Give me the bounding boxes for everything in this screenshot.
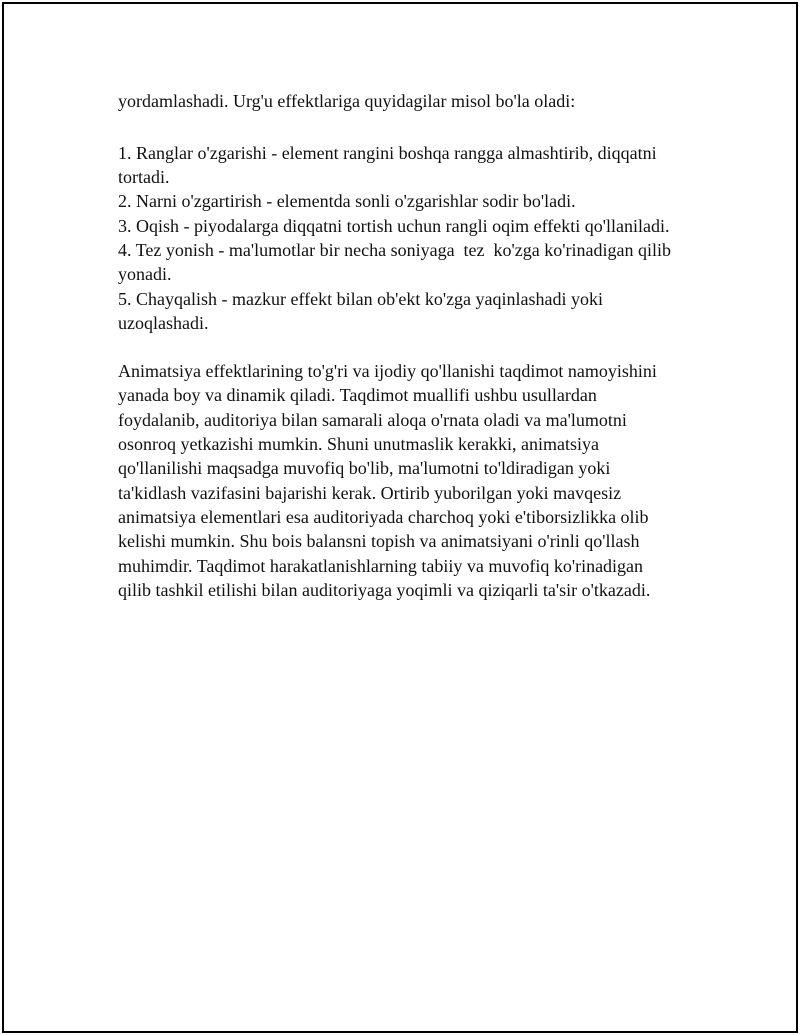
- intro-line: yordamlashadi. Urg'u effektlariga quyidagilar misol bo'la oladi:: [118, 91, 576, 111]
- paragraph-gap: [118, 335, 778, 359]
- paragraph-line: kelishi mumkin. Shu bois balansni topish va animatsiyani o'rinli qo'llash: [118, 531, 640, 552]
- list-item: [118, 189, 778, 213]
- list-item-line: 5. Chayqalish - mazkur effekt bilan ob'ekt ko'zga yaqinlashadi yoki: [118, 288, 604, 309]
- list-item-line: 2. Narni o'zgartirish - elementda sonli o'zgarishlar sodir bo'ladi.: [118, 191, 576, 212]
- list-item: [118, 238, 778, 287]
- list-item-line: tortadi.: [118, 167, 170, 188]
- list-item-line: uzoqlashadi.: [118, 312, 209, 333]
- paragraph-line: qo'llanilishi maqsadga muvofiq bo'lib, ma'lumotni to'ldiradigan yoki: [118, 458, 611, 479]
- list-item-line: yonadi.: [118, 264, 172, 285]
- paragraph-line: ta'kidlash vazifasini bajarishi kerak. Ortirib yuborilgan yoki mavqesiz: [118, 482, 622, 503]
- list-item: [118, 141, 778, 190]
- paragraph-gap: [118, 113, 778, 141]
- paragraph-line: osonroq yetkazishi mumkin. Shuni unutmaslik kerakki, animatsiya: [118, 434, 599, 455]
- list-item-line: 3. Oqish - piyodalarga diqqatni tortish uchun rangli oqim effekti qo'llaniladi.: [118, 215, 670, 236]
- list-item-line: 4. Tez yonish - ma'lumotlar bir necha soniyaga tez ko'zga ko'rinadigan qilib: [118, 239, 671, 260]
- paragraph-line: qilib tashkil etilishi bilan auditoriyaga yoqimli va qiziqarli ta'sir o'tkazadi.: [118, 579, 651, 600]
- list-item-line: 1. Ranglar o'zgarishi - element rangini boshqa rangga almashtirib, diqqatni: [118, 142, 657, 163]
- document-body: [118, 89, 778, 602]
- list-item: [118, 287, 778, 336]
- effects-list: [118, 141, 778, 335]
- paragraph-line: yanada boy va dinamik qiladi. Taqdimot muallifi ushbu usullardan: [118, 385, 597, 406]
- paragraph-line: Animatsiya effektlarining to'g'ri va ijodiy qo'llanishi taqdimot namoyishini: [118, 361, 657, 382]
- paragraph-line: muhimdir. Taqdimot harakatlanishlarning tabiiy va muvofiq ko'rinadigan: [118, 555, 644, 576]
- body-paragraph: [118, 359, 778, 602]
- list-item: [118, 214, 778, 238]
- paragraph-line: foydalanib, auditoriya bilan samarali aloqa o'rnata oladi va ma'lumotni: [118, 409, 627, 430]
- paragraph-line: animatsiya elementlari esa auditoriyada charchoq yoki e'tiborsizlikka olib: [118, 506, 649, 527]
